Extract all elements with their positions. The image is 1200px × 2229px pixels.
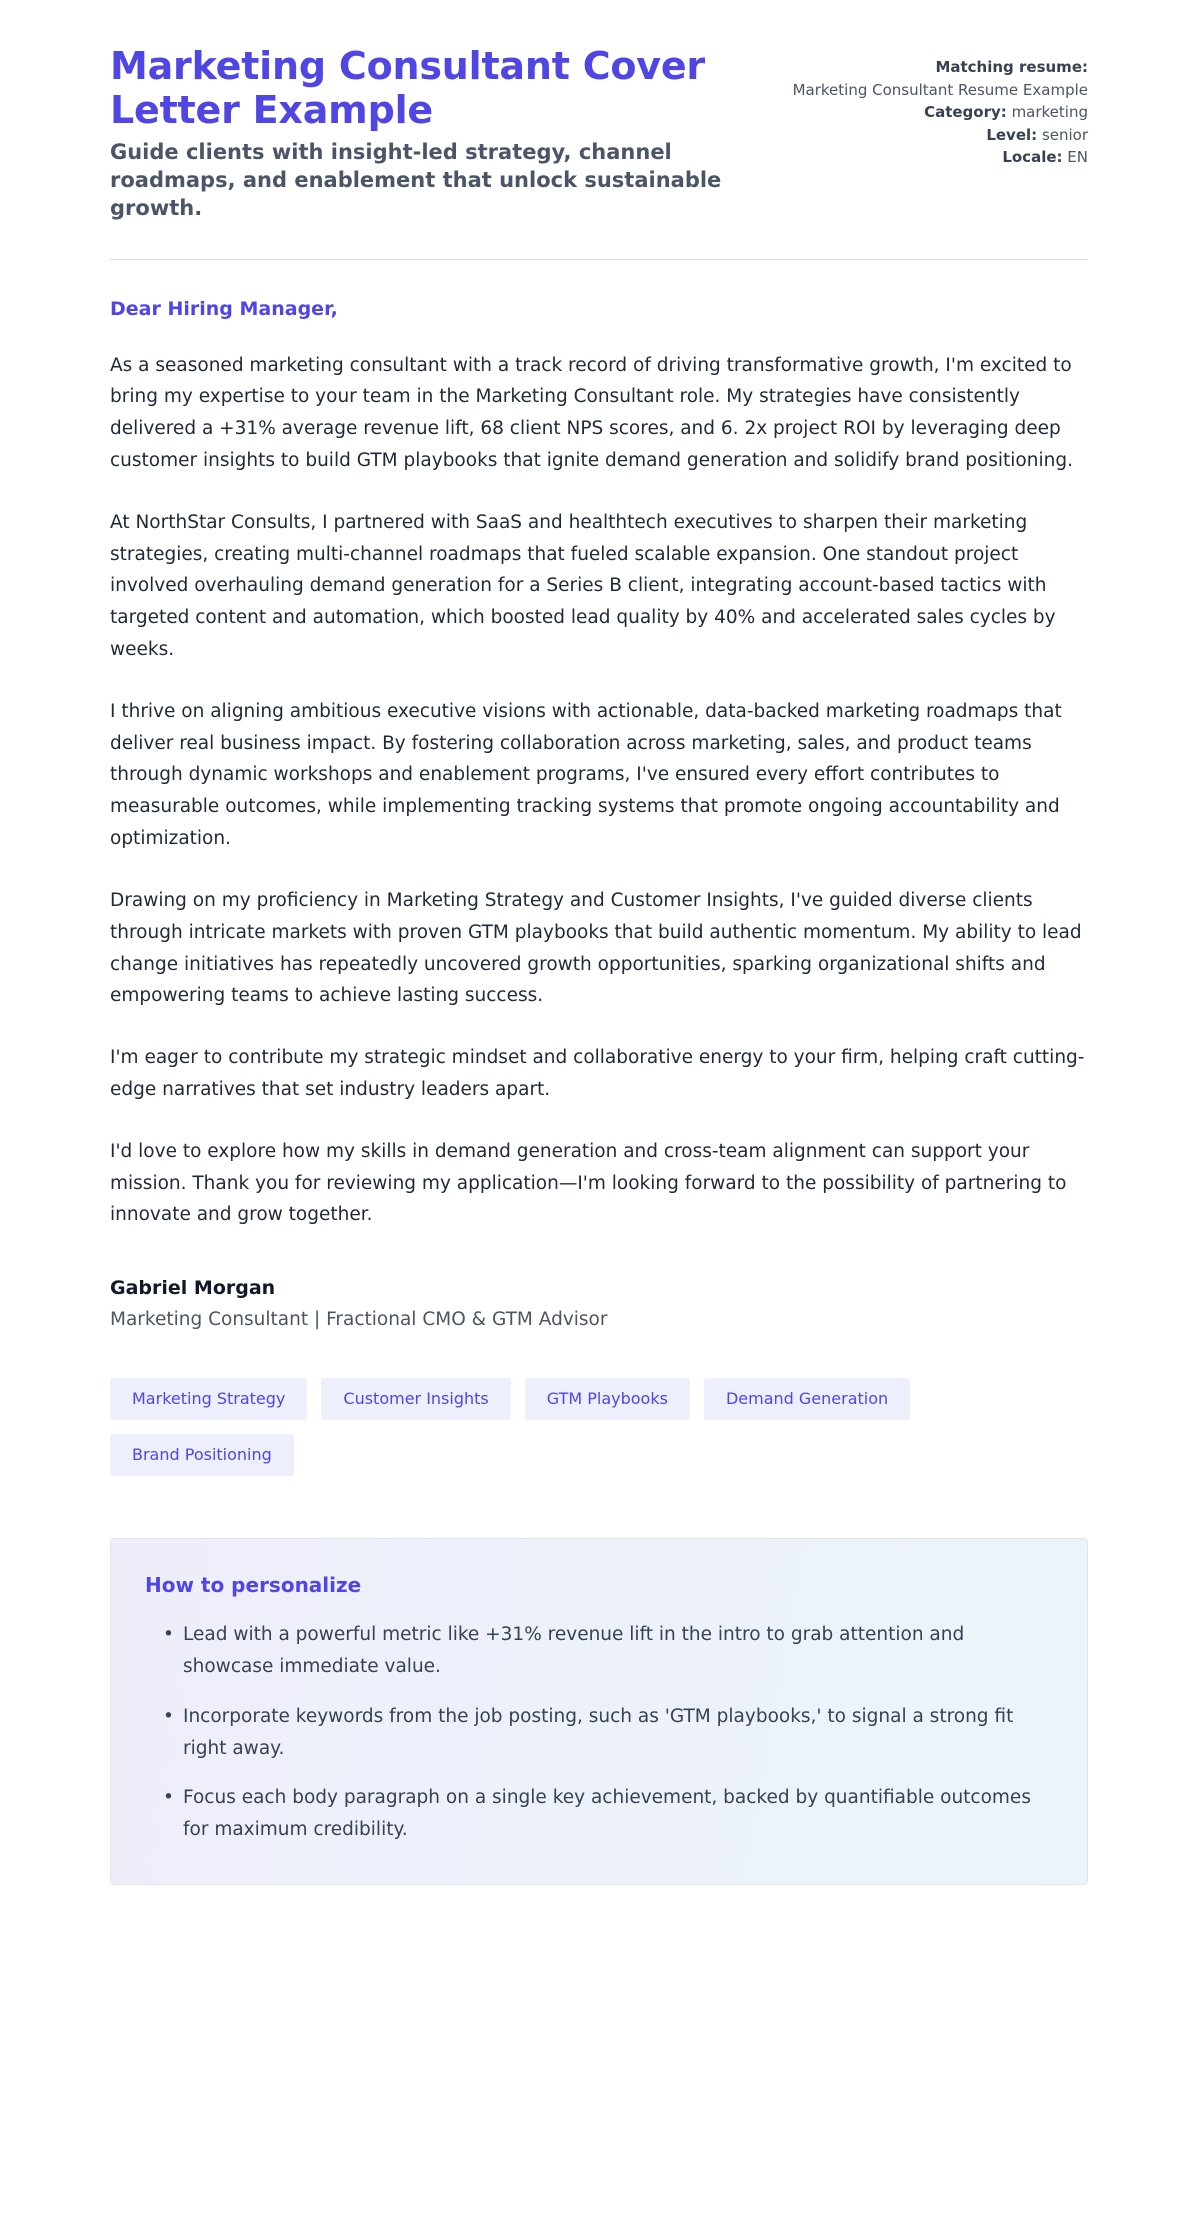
cover-letter-body: [110, 260, 1088, 1331]
letter-paragraph: I'm eager to contribute my strategic mindset and collaborative energy to your firm, helping craft cutting-edge narratives that set industry leaders apart.: [110, 1047, 1085, 1100]
page-title: Marketing Consultant Cover Letter Example: [110, 44, 705, 133]
meta-category-value: marketing: [1011, 103, 1088, 121]
callout-tip-text: Incorporate keywords from the job posting, such as 'GTM playbooks,' to signal a strong fit right away.: [183, 1705, 1014, 1759]
letter-paragraph: At NorthStar Consults, I partnered with SaaS and healthtech executives to sharpen their marketing strategies, creating multi-channel roadmaps that fueled scalable expansion. One standout project involved overhauling demand generation for a Series B client, integrating account-based tactics with targeted content and automation, which boosted lead quality by 40% and accelerated sales cycles by weeks.: [110, 511, 1056, 661]
personalize-callout: [110, 1538, 1088, 1885]
letter-salutation: Dear Hiring Manager,: [110, 297, 338, 320]
callout-tip-text: Focus each body paragraph on a single key achievement, backed by quantifiable outcomes for maximum credibility.: [183, 1787, 1031, 1841]
bullet-icon: •: [163, 1787, 174, 1809]
header-title-block: [110, 44, 753, 223]
bullet-icon: •: [163, 1624, 174, 1646]
callout-tip-item: [163, 1782, 1051, 1846]
callout-tip-text: Lead with a powerful metric like +31% revenue lift in the intro to grab attention and showcase immediate value.: [183, 1624, 965, 1678]
signature-name: Gabriel Morgan: [110, 1277, 276, 1300]
skill-tag[interactable]: Brand Positioning: [110, 1434, 294, 1476]
page-header: [110, 44, 1088, 223]
letter-paragraph: I'd love to explore how my skills in demand generation and cross-team alignment can support your mission. Thank you for reviewing my application—I'm looking forward to the possibility of partnering to innovate and grow together.: [110, 1140, 1067, 1226]
meta-matching-resume-label: Matching resume:: [935, 58, 1088, 76]
callout-title: How to personalize: [145, 1573, 362, 1598]
meta-matching-resume: [793, 56, 1088, 101]
skill-tag[interactable]: Demand Generation: [704, 1378, 910, 1420]
callout-tip-list: [145, 1619, 1051, 1846]
header-metadata: [793, 44, 1088, 169]
skill-tag[interactable]: Marketing Strategy: [110, 1378, 307, 1420]
letter-paragraph: Drawing on my proficiency in Marketing Strategy and Customer Insights, I've guided diverse clients through intricate markets with proven GTM playbooks that build authentic momentum. My ability to lead change initiatives has repeatedly uncovered growth opportunities, sparking organizational shifts and empowering teams to achieve lasting success.: [110, 889, 1082, 1007]
meta-matching-resume-value: Marketing Consultant Resume Example: [792, 80, 1088, 99]
meta-locale: [793, 146, 1088, 169]
meta-category: [793, 101, 1088, 124]
skill-tag-list: [110, 1378, 1088, 1476]
meta-level: [793, 124, 1088, 147]
meta-level-value: senior: [1041, 125, 1088, 144]
meta-level-label: Level:: [986, 125, 1038, 144]
bullet-icon: •: [163, 1705, 174, 1727]
callout-tip-item: [163, 1619, 1051, 1683]
meta-locale-label: Locale:: [1002, 148, 1063, 166]
meta-category-label: Category:: [924, 103, 1007, 121]
letter-signature: [110, 1277, 1088, 1330]
letter-paragraph: I thrive on aligning ambitious executive visions with actionable, data-backed marketing roadmaps that deliver real business impact. By fostering collaboration across marketing, sales, and product teams through dynamic workshops and enablement programs, I've ensured every effort contributes to measurable outcomes, while implementing tracking systems that promote ongoing accountability and optimization.: [110, 700, 1062, 850]
skill-tag[interactable]: Customer Insights: [321, 1378, 510, 1420]
meta-locale-value: EN: [1067, 148, 1088, 166]
callout-tip-item: [163, 1701, 1051, 1765]
page-subtitle: Guide clients with insight-led strategy, channel roadmaps, and enablement that unlock sustainable growth.: [110, 140, 722, 221]
skill-tag[interactable]: GTM Playbooks: [525, 1378, 690, 1420]
letter-paragraph: As a seasoned marketing consultant with a track record of driving transformative growth, I'm excited to bring my expertise to your team in the Marketing Consultant role. My strategies have consistently delivered a +31% average revenue lift, 68 client NPS scores, and 6. 2x project ROI by leveraging deep customer insights to build GTM playbooks that ignite demand generation and solidify brand positioning.: [110, 354, 1073, 471]
signature-role: Marketing Consultant | Fractional CMO & GTM Advisor: [110, 1309, 608, 1331]
